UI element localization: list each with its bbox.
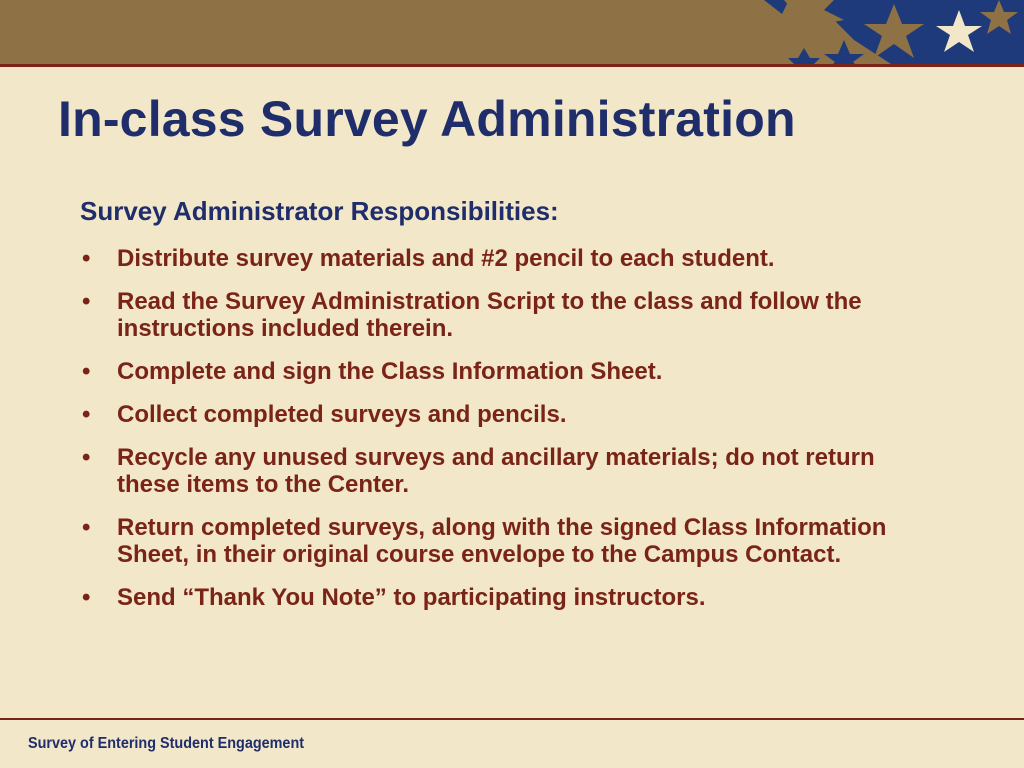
list-item-text: Send “Thank You Note” to participating instructors. xyxy=(117,584,706,611)
list-item-text: Recycle any unused surveys and ancillary materials; do not return these items to the Center. xyxy=(117,444,875,498)
slide-title: In-class Survey Administration xyxy=(58,91,796,147)
list-item xyxy=(80,584,920,611)
section-subheading: Survey Administrator Responsibilities: xyxy=(80,196,559,226)
bullet-icon: • xyxy=(82,584,91,611)
list-item-text: Return completed surveys, along with the signed Class Information Sheet, in their original course envelope to the Campus Contact. xyxy=(117,514,887,568)
list-item-text: Distribute survey materials and #2 pencil to each student. xyxy=(117,245,775,272)
slide-body xyxy=(80,196,920,627)
stars-decoration-icon xyxy=(744,0,1024,66)
footer-text: Survey of Entering Student Engagement xyxy=(28,735,305,752)
footer-rule xyxy=(0,718,1024,720)
list-item xyxy=(80,288,920,342)
bullet-icon: • xyxy=(82,358,91,385)
list-item-text: Read the Survey Administration Script to the class and follow the instructions included therein. xyxy=(117,288,862,342)
bullet-icon: • xyxy=(82,288,91,315)
list-item xyxy=(80,514,920,568)
bullet-icon: • xyxy=(82,514,91,541)
list-item-text: Collect completed surveys and pencils. xyxy=(117,401,567,428)
list-item xyxy=(80,245,920,272)
list-item-text: Complete and sign the Class Information Sheet. xyxy=(117,358,663,385)
list-item xyxy=(80,444,920,498)
header-rule xyxy=(0,64,1024,67)
bullet-icon: • xyxy=(82,401,91,428)
bullet-icon: • xyxy=(82,444,91,471)
list-item xyxy=(80,358,920,385)
list-item xyxy=(80,401,920,428)
bullet-icon: • xyxy=(82,245,91,272)
responsibilities-list xyxy=(80,245,920,611)
